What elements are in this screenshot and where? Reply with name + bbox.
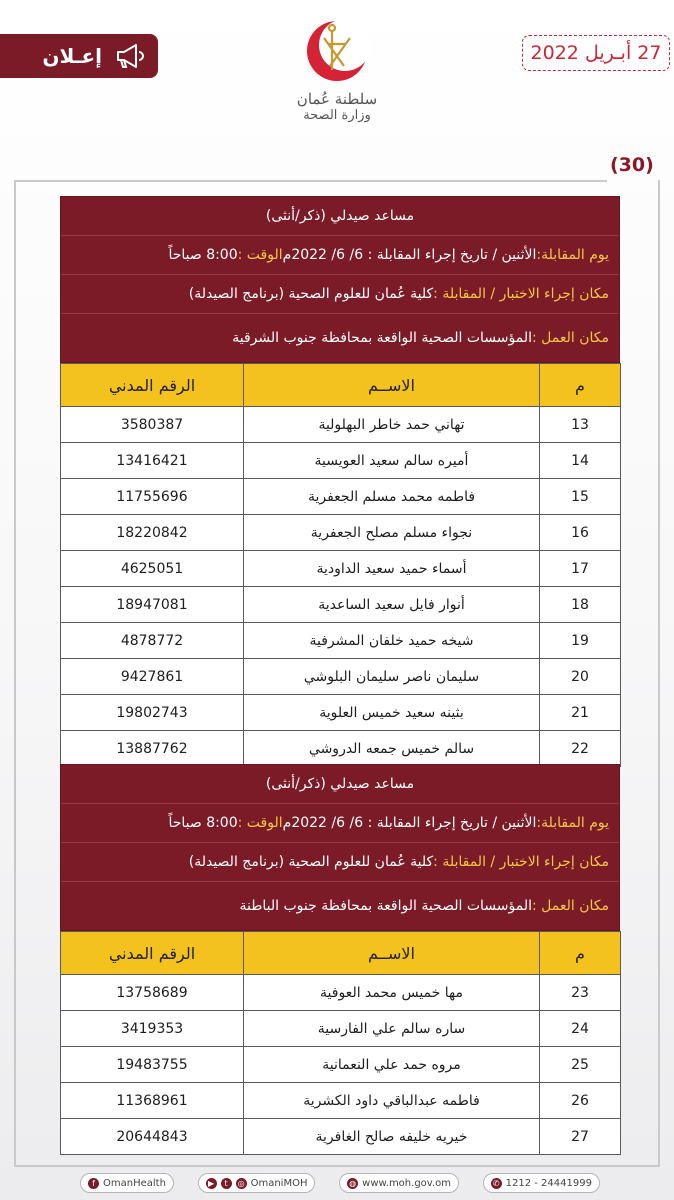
civil-id-cell: 18220842 [61, 515, 244, 551]
column-header-civil-id: الرقم المدني [61, 364, 244, 407]
serial-cell: 19 [540, 623, 621, 659]
name-cell: تهاني حمد خاطر البهلولية [244, 407, 540, 443]
civil-id-cell: 11368961 [61, 1083, 244, 1119]
table-row [61, 1083, 621, 1119]
column-header-name: الاســم [244, 932, 540, 975]
serial-cell: 24 [540, 1011, 621, 1047]
megaphone-icon [114, 43, 144, 69]
name-cell: أسماء حميد سعيد الداودية [244, 551, 540, 587]
civil-id-cell: 13887762 [61, 731, 244, 767]
name-cell: سليمان ناصر سليمان البلوشي [244, 659, 540, 695]
table-row [61, 587, 621, 623]
serial-cell: 15 [540, 479, 621, 515]
civil-id-cell: 3419353 [61, 1011, 244, 1047]
table-row [61, 551, 621, 587]
name-cell: سالم خميس جمعه الدروشي [244, 731, 540, 767]
serial-cell: 23 [540, 975, 621, 1011]
civil-id-cell: 3580387 [61, 407, 244, 443]
table-row [61, 695, 621, 731]
announcement-badge [0, 34, 158, 78]
announcement-date: 27 أبـريل 2022 [530, 42, 662, 64]
table-row [61, 1011, 621, 1047]
serial-cell: 14 [540, 443, 621, 479]
social-handle: OmaniMOH [250, 1177, 308, 1189]
serial-cell: 17 [540, 551, 621, 587]
facebook-icon: f [88, 1178, 99, 1189]
time-label: الوقت : [237, 247, 283, 263]
job-title-row [61, 197, 619, 236]
frame-line-left [14, 180, 16, 1165]
table-row [61, 407, 621, 443]
civil-id-cell: 13758689 [61, 975, 244, 1011]
work-place-value: المؤسسات الصحية الواقعة بمحافظة جنوب الباطنة [239, 898, 532, 914]
ministry-name-line1: سلطنة عُمان [296, 90, 378, 108]
website-pill[interactable] [339, 1173, 459, 1193]
table-row [61, 975, 621, 1011]
exam-place-label: مكان إجراء الاختبار / المقابلة : [433, 286, 609, 302]
table-row [61, 731, 621, 767]
time-value: 8:00 صباحاً [168, 815, 238, 831]
column-header-civil-id: الرقم المدني [61, 932, 244, 975]
name-cell: شيخه حميد خلفان المشرفية [244, 623, 540, 659]
time-value: 8:00 صباحاً [168, 247, 238, 263]
page-number: (30) [610, 154, 654, 176]
table-row [61, 479, 621, 515]
civil-id-cell: 19802743 [61, 695, 244, 731]
interview-day-label: يوم المقابلة: [536, 247, 609, 263]
serial-cell: 20 [540, 659, 621, 695]
exam-place-label: مكان إجراء الاختبار / المقابلة : [433, 854, 609, 870]
column-header-serial: م [540, 932, 621, 975]
youtube-icon: ▶ [206, 1178, 217, 1189]
section-header [60, 764, 620, 931]
table-header-row [61, 932, 621, 975]
candidate-section-2 [60, 764, 620, 1155]
serial-cell: 16 [540, 515, 621, 551]
civil-id-cell: 13416421 [61, 443, 244, 479]
name-cell: خيريه خليفه صالح الغافرية [244, 1119, 540, 1155]
civil-id-cell: 4625051 [61, 551, 244, 587]
work-place-row [61, 882, 619, 930]
candidates-table [60, 931, 621, 1155]
column-header-serial: م [540, 364, 621, 407]
date-box [522, 35, 670, 71]
frame-line-right [658, 180, 660, 1165]
name-cell: فاطمه عبدالباقي داود الكشرية [244, 1083, 540, 1119]
serial-cell: 13 [540, 407, 621, 443]
work-place-label: مكان العمل : [532, 898, 609, 914]
candidate-section-1 [60, 196, 620, 767]
civil-id-cell: 11755696 [61, 479, 244, 515]
table-header-row [61, 364, 621, 407]
candidates-table [60, 363, 621, 767]
serial-cell: 25 [540, 1047, 621, 1083]
facebook-pill[interactable] [80, 1173, 174, 1193]
exam-place-row [61, 843, 619, 882]
phone-number: 1212 - 24441999 [505, 1177, 592, 1189]
name-cell: مروه حمد علي النعمانية [244, 1047, 540, 1083]
serial-cell: 27 [540, 1119, 621, 1155]
table-row [61, 1047, 621, 1083]
civil-id-cell: 18947081 [61, 587, 244, 623]
twitter-icon: t [221, 1178, 232, 1189]
interview-day-row [61, 804, 619, 843]
name-cell: أميره سالم سعيد العويسية [244, 443, 540, 479]
job-title: مساعد صيدلي (ذكر/أنثى) [265, 208, 415, 224]
table-row [61, 623, 621, 659]
name-cell: مها خميس محمد العوفية [244, 975, 540, 1011]
civil-id-cell: 4878772 [61, 623, 244, 659]
exam-place-value: كلية عُمان للعلوم الصحية (برنامج الصيدلة) [188, 854, 434, 870]
instagram-icon: ◎ [236, 1178, 247, 1189]
interview-day-value: الأثنين / تاريخ إجراء المقابلة : 6/ 6/ 2022م [282, 815, 537, 831]
crescent-emblem-icon [302, 16, 372, 86]
exam-place-row [61, 275, 619, 314]
job-title-row [61, 765, 619, 804]
phone-pill[interactable] [483, 1173, 600, 1193]
serial-cell: 21 [540, 695, 621, 731]
ministry-logo [282, 16, 392, 156]
name-cell: ساره سالم علي الفارسية [244, 1011, 540, 1047]
exam-place-value: كلية عُمان للعلوم الصحية (برنامج الصيدلة) [188, 286, 434, 302]
name-cell: فاطمه محمد مسلم الجعفرية [244, 479, 540, 515]
frame-line-bottom [14, 1165, 660, 1167]
serial-cell: 18 [540, 587, 621, 623]
civil-id-cell: 9427861 [61, 659, 244, 695]
work-place-row [61, 314, 619, 362]
table-row [61, 443, 621, 479]
time-label: الوقت : [237, 815, 283, 831]
job-title: مساعد صيدلي (ذكر/أنثى) [265, 776, 415, 792]
table-row [61, 1119, 621, 1155]
civil-id-cell: 19483755 [61, 1047, 244, 1083]
table-row [61, 659, 621, 695]
column-header-name: الاســم [244, 364, 540, 407]
name-cell: بثينه سعيد خميس العلوية [244, 695, 540, 731]
table-row [61, 515, 621, 551]
civil-id-cell: 20644843 [61, 1119, 244, 1155]
interview-day-row [61, 236, 619, 275]
work-place-label: مكان العمل : [532, 330, 609, 346]
serial-cell: 22 [540, 731, 621, 767]
work-place-value: المؤسسات الصحية الواقعة بمحافظة جنوب الشرقية [232, 330, 532, 346]
phone-icon: ✆ [491, 1178, 502, 1189]
facebook-handle: OmanHealth [103, 1177, 166, 1189]
interview-day-label: يوم المقابلة: [536, 815, 609, 831]
section-header [60, 196, 620, 363]
social-pill[interactable] [198, 1173, 316, 1193]
name-cell: نجواء مسلم مصلح الجعفرية [244, 515, 540, 551]
serial-cell: 26 [540, 1083, 621, 1119]
globe-icon: ◍ [347, 1178, 358, 1189]
website-link: www.moh.gov.om [362, 1177, 451, 1189]
ministry-name-line2: وزارة الصحة [303, 108, 371, 123]
name-cell: أنوار فايل سعيد الساعدية [244, 587, 540, 623]
interview-day-value: الأثنين / تاريخ إجراء المقابلة : 6/ 6/ 2022م [282, 247, 537, 263]
frame-line-top [14, 180, 607, 182]
footer-bar [80, 1172, 600, 1194]
announcement-label: إعـلان [42, 44, 102, 68]
